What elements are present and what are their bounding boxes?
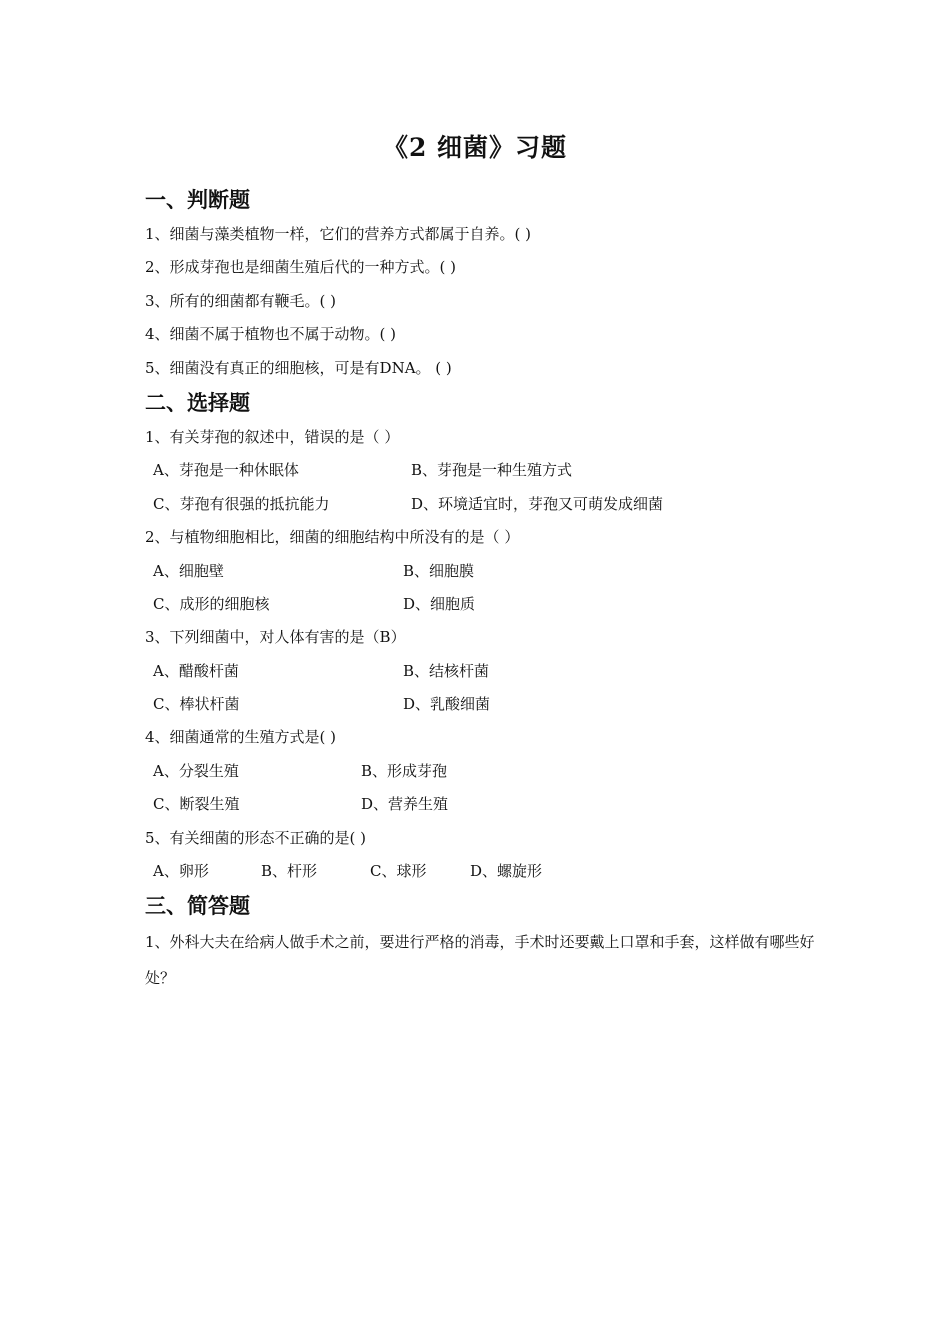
- document-title: 《2 细菌》习题: [382, 133, 568, 162]
- choice-option: D、细胞质: [403, 594, 476, 613]
- choice-option: D、环境适宜时，芽孢又可萌发成细菌: [411, 494, 664, 513]
- choice-question-1-options-row-1: [145, 454, 825, 487]
- section-heading-short-answer: 三、简答题: [145, 894, 250, 919]
- choice-question-2-options-row-2: [145, 588, 825, 621]
- choice-question-2-stem: 2、与植物细胞相比，细菌的细胞结构中所没有的是（ ）: [145, 528, 520, 547]
- judge-question-2: 2、形成芽孢也是细菌生殖后代的一种方式。( ): [145, 258, 457, 277]
- choice-question-3-options-row-1: [145, 655, 825, 688]
- judge-question-1: 1、细菌与藻类植物一样，它们的营养方式都属于自养。( ): [145, 225, 532, 243]
- choice-option: A、卵形: [153, 862, 209, 881]
- judge-question-5: 5、细菌没有真正的细胞核，可是有DNA。 ( ): [145, 358, 452, 377]
- choice-option: A、芽孢是一种休眠体: [153, 461, 299, 480]
- choice-question-1-stem: 1、有关芽孢的叙述中，错误的是（ ）: [145, 427, 400, 446]
- choice-option: C、芽孢有很强的抵抗能力: [153, 494, 330, 513]
- choice-option: C、断裂生殖: [153, 795, 240, 814]
- choice-option: C、棒状杆菌: [153, 695, 240, 714]
- choice-option: B、芽孢是一种生殖方式: [411, 461, 573, 480]
- choice-question-3-options-row-2: [145, 688, 825, 721]
- choice-option: B、形成芽孢: [361, 761, 448, 780]
- short-answer-question-1: 1、外科大夫在给病人做手术之前，要进行严格的消毒，手术时还要戴上口罩和手套，这样做有哪些好处？: [145, 933, 815, 988]
- judge-question-4: 4、细菌不属于植物也不属于动物。( ): [145, 325, 397, 344]
- choice-option: B、杆形: [261, 862, 318, 881]
- choice-question-4-options-row-1: [145, 755, 825, 788]
- choice-question-2-options-row-1: [145, 555, 825, 588]
- section-heading-choice: 二、选择题: [145, 390, 250, 415]
- choice-question-1-options-row-2: [145, 488, 825, 521]
- choice-option: A、分裂生殖: [153, 761, 239, 780]
- choice-option: A、细胞壁: [153, 561, 224, 580]
- choice-option: C、成形的细胞核: [153, 594, 270, 613]
- choice-option: D、营养生殖: [361, 795, 449, 814]
- choice-option: B、细胞膜: [403, 561, 475, 580]
- choice-question-3-stem: 3、下列细菌中，对人体有害的是（B）: [145, 628, 406, 647]
- document-body: [145, 182, 825, 996]
- choice-option: D、乳酸细菌: [403, 695, 491, 714]
- choice-option: D、螺旋形: [470, 862, 543, 881]
- choice-question-4-options-row-2: [145, 788, 825, 821]
- choice-option: B、结核杆菌: [403, 661, 490, 680]
- choice-option: C、球形: [370, 862, 427, 881]
- choice-question-5-stem: 5、有关细菌的形态不正确的是( ): [145, 828, 367, 847]
- choice-option: A、醋酸杆菌: [153, 661, 239, 680]
- choice-question-5-options-row: [145, 855, 825, 888]
- section-heading-judge: 一、判断题: [145, 188, 250, 212]
- judge-question-3: 3、所有的细菌都有鞭毛。( ): [145, 291, 337, 310]
- choice-question-4-stem: 4、细菌通常的生殖方式是( ): [145, 728, 337, 747]
